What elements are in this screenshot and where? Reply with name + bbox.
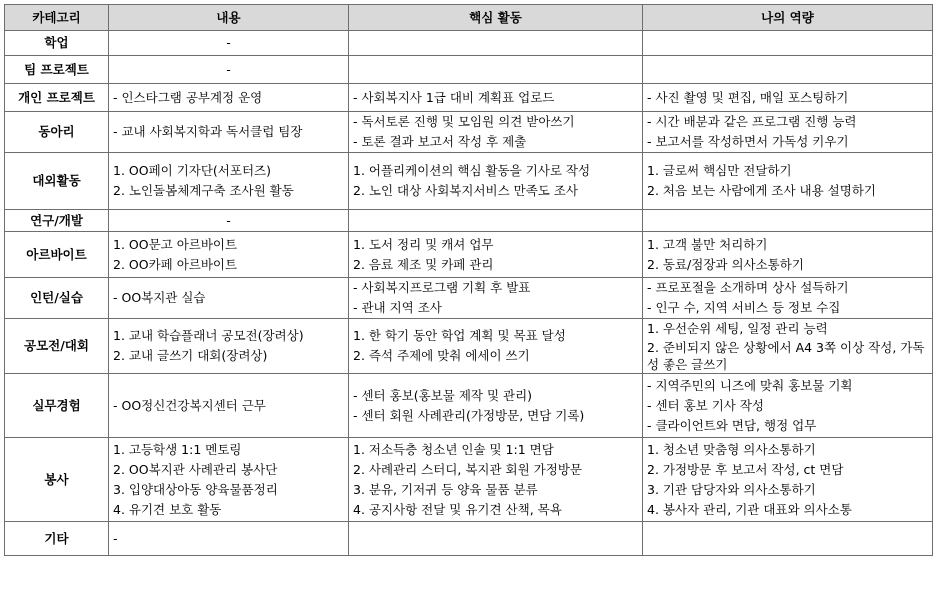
table-row xyxy=(5,232,933,278)
category-cell: 실무경험 xyxy=(5,374,109,438)
cell-line: - xyxy=(226,212,231,228)
cell-line: 2. OO복지관 사례관리 봉사단 xyxy=(113,461,278,477)
cell-line: 3. 입양대상아동 양육물품정리 xyxy=(113,481,278,497)
cell-line: 2. 동료/점장과 의사소통하기 xyxy=(647,256,804,272)
table-row xyxy=(5,319,933,374)
category-cell: 대외활동 xyxy=(5,153,109,210)
skills-cell xyxy=(643,278,933,319)
cell-line: - 사회복지프로그램 기획 후 발표 xyxy=(353,280,531,295)
cell-line: - 센터 홍보(홍보물 제작 및 관리) xyxy=(353,387,533,403)
activities-cell xyxy=(349,278,643,319)
cell-line: - 사진 촬영 및 편집, 매일 포스팅하기 xyxy=(647,89,849,105)
cell-line: - xyxy=(226,61,231,77)
activities-cell xyxy=(349,112,643,153)
activities-cell xyxy=(349,522,643,556)
activities-cell xyxy=(349,56,643,84)
category-cell: 공모전/대회 xyxy=(5,319,109,374)
table-row xyxy=(5,374,933,438)
header-content: 내용 xyxy=(109,5,349,31)
content-cell xyxy=(109,84,349,112)
cell-line: 3. 분유, 기저귀 등 양육 물품 분류 xyxy=(353,481,538,497)
cell-line: 1. OO문고 아르바이트 xyxy=(113,236,238,252)
cell-line: 2. 준비되지 않은 상황에서 A4 3쪽 이상 작성, 가독성 좋은 글쓰기 xyxy=(647,340,925,372)
activities-cell xyxy=(349,438,643,522)
content-cell xyxy=(109,232,349,278)
skills-cell xyxy=(643,374,933,438)
content-cell xyxy=(109,374,349,438)
skills-cell xyxy=(643,210,933,232)
category-cell: 개인 프로젝트 xyxy=(5,84,109,112)
resume-table-wrapper xyxy=(4,4,933,556)
cell-line: - 교내 사회복지학과 독서클럽 팀장 xyxy=(113,124,303,139)
category-cell: 인턴/실습 xyxy=(5,278,109,319)
cell-line: - 클라이언트와 면담, 행정 업무 xyxy=(647,417,817,433)
cell-line: 1. 고등학생 1:1 멘토링 xyxy=(113,441,242,457)
table-body xyxy=(5,31,933,556)
skills-cell xyxy=(643,522,933,556)
cell-line: 1. 우선순위 세팅, 일정 관리 능력 xyxy=(647,321,828,336)
cell-line: 1. 고객 불만 처리하기 xyxy=(647,236,768,252)
cell-line: - 프로포절을 소개하며 상사 설득하기 xyxy=(647,280,849,295)
cell-line: - 독서토론 진행 및 모임원 의견 받아쓰기 xyxy=(353,114,575,129)
cell-line: - 센터 홍보 기사 작성 xyxy=(647,397,765,413)
table-row xyxy=(5,56,933,84)
table-header-row xyxy=(5,5,933,31)
cell-line: 1. 도서 정리 및 캐셔 업무 xyxy=(353,236,494,252)
cell-line: - 센터 회원 사례관리(가정방문, 면담 기록) xyxy=(353,407,585,423)
header-activities: 핵심 활동 xyxy=(349,5,643,31)
cell-line: - 인스타그램 공부계정 운영 xyxy=(113,89,263,105)
table-row xyxy=(5,84,933,112)
cell-line: - 인구 수, 지역 서비스 등 정보 수집 xyxy=(647,300,841,315)
cell-line: 4. 공지사항 전달 및 유기견 산책, 목욕 xyxy=(353,501,562,517)
cell-line: 2. 사례관리 스터디, 복지관 회원 가정방문 xyxy=(353,461,582,477)
skills-cell xyxy=(643,31,933,56)
cell-line: - OO정신건강복지센터 근무 xyxy=(113,397,266,413)
activities-cell xyxy=(349,210,643,232)
table-row xyxy=(5,522,933,556)
content-cell xyxy=(109,112,349,153)
cell-line: 2. 교내 글쓰기 대회(장려상) xyxy=(113,348,268,363)
cell-line: 2. 음료 제조 및 카페 관리 xyxy=(353,256,494,272)
table-row xyxy=(5,210,933,232)
cell-line: 2. 처음 보는 사람에게 조사 내용 설명하기 xyxy=(647,183,876,198)
cell-line: 1. 어플리케이션의 핵심 활동을 기사로 작성 xyxy=(353,163,591,178)
table-row xyxy=(5,438,933,522)
content-cell xyxy=(109,153,349,210)
cell-line: - 사회복지사 1급 대비 계획표 업로드 xyxy=(353,89,555,105)
header-skills: 나의 역량 xyxy=(643,5,933,31)
skills-cell xyxy=(643,56,933,84)
category-cell: 기타 xyxy=(5,522,109,556)
content-cell xyxy=(109,319,349,374)
content-cell xyxy=(109,438,349,522)
category-cell: 동아리 xyxy=(5,112,109,153)
activities-cell xyxy=(349,31,643,56)
cell-line: 2. 가정방문 후 보고서 작성, ct 면담 xyxy=(647,461,844,477)
cell-line: - 시간 배분과 같은 프로그램 진행 능력 xyxy=(647,114,857,129)
content-cell xyxy=(109,56,349,84)
cell-line: - 보고서를 작성하면서 가독성 키우기 xyxy=(647,134,849,149)
category-cell: 팀 프로젝트 xyxy=(5,56,109,84)
cell-line: - 지역주민의 니즈에 맞춰 홍보물 기획 xyxy=(647,377,853,393)
activities-cell xyxy=(349,319,643,374)
cell-line: 2. OO카페 아르바이트 xyxy=(113,256,238,272)
cell-line: - 토론 결과 보고서 작성 후 제출 xyxy=(353,134,527,149)
cell-line: 1. 저소득층 청소년 인솔 및 1:1 면담 xyxy=(353,441,554,457)
content-cell xyxy=(109,278,349,319)
cell-line: 2. 노인돌봄체계구축 조사원 활동 xyxy=(113,183,294,198)
skills-cell xyxy=(643,438,933,522)
cell-line: 1. 교내 학습플래너 공모전(장려상) xyxy=(113,328,304,343)
table-row xyxy=(5,31,933,56)
category-cell: 연구/개발 xyxy=(5,210,109,232)
cell-line: - xyxy=(226,35,231,50)
category-cell: 봉사 xyxy=(5,438,109,522)
cell-line: 1. 한 학기 동안 학업 계획 및 목표 달성 xyxy=(353,328,566,343)
skills-cell xyxy=(643,153,933,210)
cell-line: 1. OO페이 기자단(서포터즈) xyxy=(113,163,271,178)
content-cell xyxy=(109,31,349,56)
header-category: 카테고리 xyxy=(5,5,109,31)
skills-cell xyxy=(643,319,933,374)
skills-cell xyxy=(643,232,933,278)
table-row xyxy=(5,112,933,153)
category-cell: 아르바이트 xyxy=(5,232,109,278)
skills-cell xyxy=(643,112,933,153)
cell-line: - OO복지관 실습 xyxy=(113,290,206,305)
cell-line: 2. 즉석 주제에 맞춰 에세이 쓰기 xyxy=(353,348,530,363)
activities-cell xyxy=(349,84,643,112)
cell-line: - xyxy=(113,530,118,546)
experience-table xyxy=(4,4,933,556)
cell-line: 4. 유기견 보호 활동 xyxy=(113,501,222,517)
activities-cell xyxy=(349,232,643,278)
table-row xyxy=(5,153,933,210)
cell-line: 1. 글로써 핵심만 전달하기 xyxy=(647,163,792,178)
cell-line: - 관내 지역 조사 xyxy=(353,300,442,315)
content-cell xyxy=(109,522,349,556)
cell-line: 1. 청소년 맞춤형 의사소통하기 xyxy=(647,441,816,457)
cell-line: 3. 기관 담당자와 의사소통하기 xyxy=(647,481,816,497)
cell-line: 2. 노인 대상 사회복지서비스 만족도 조사 xyxy=(353,183,578,198)
content-cell xyxy=(109,210,349,232)
table-row xyxy=(5,278,933,319)
skills-cell xyxy=(643,84,933,112)
category-cell: 학업 xyxy=(5,31,109,56)
cell-line: 4. 봉사자 관리, 기관 대표와 의사소통 xyxy=(647,501,852,517)
activities-cell xyxy=(349,374,643,438)
activities-cell xyxy=(349,153,643,210)
